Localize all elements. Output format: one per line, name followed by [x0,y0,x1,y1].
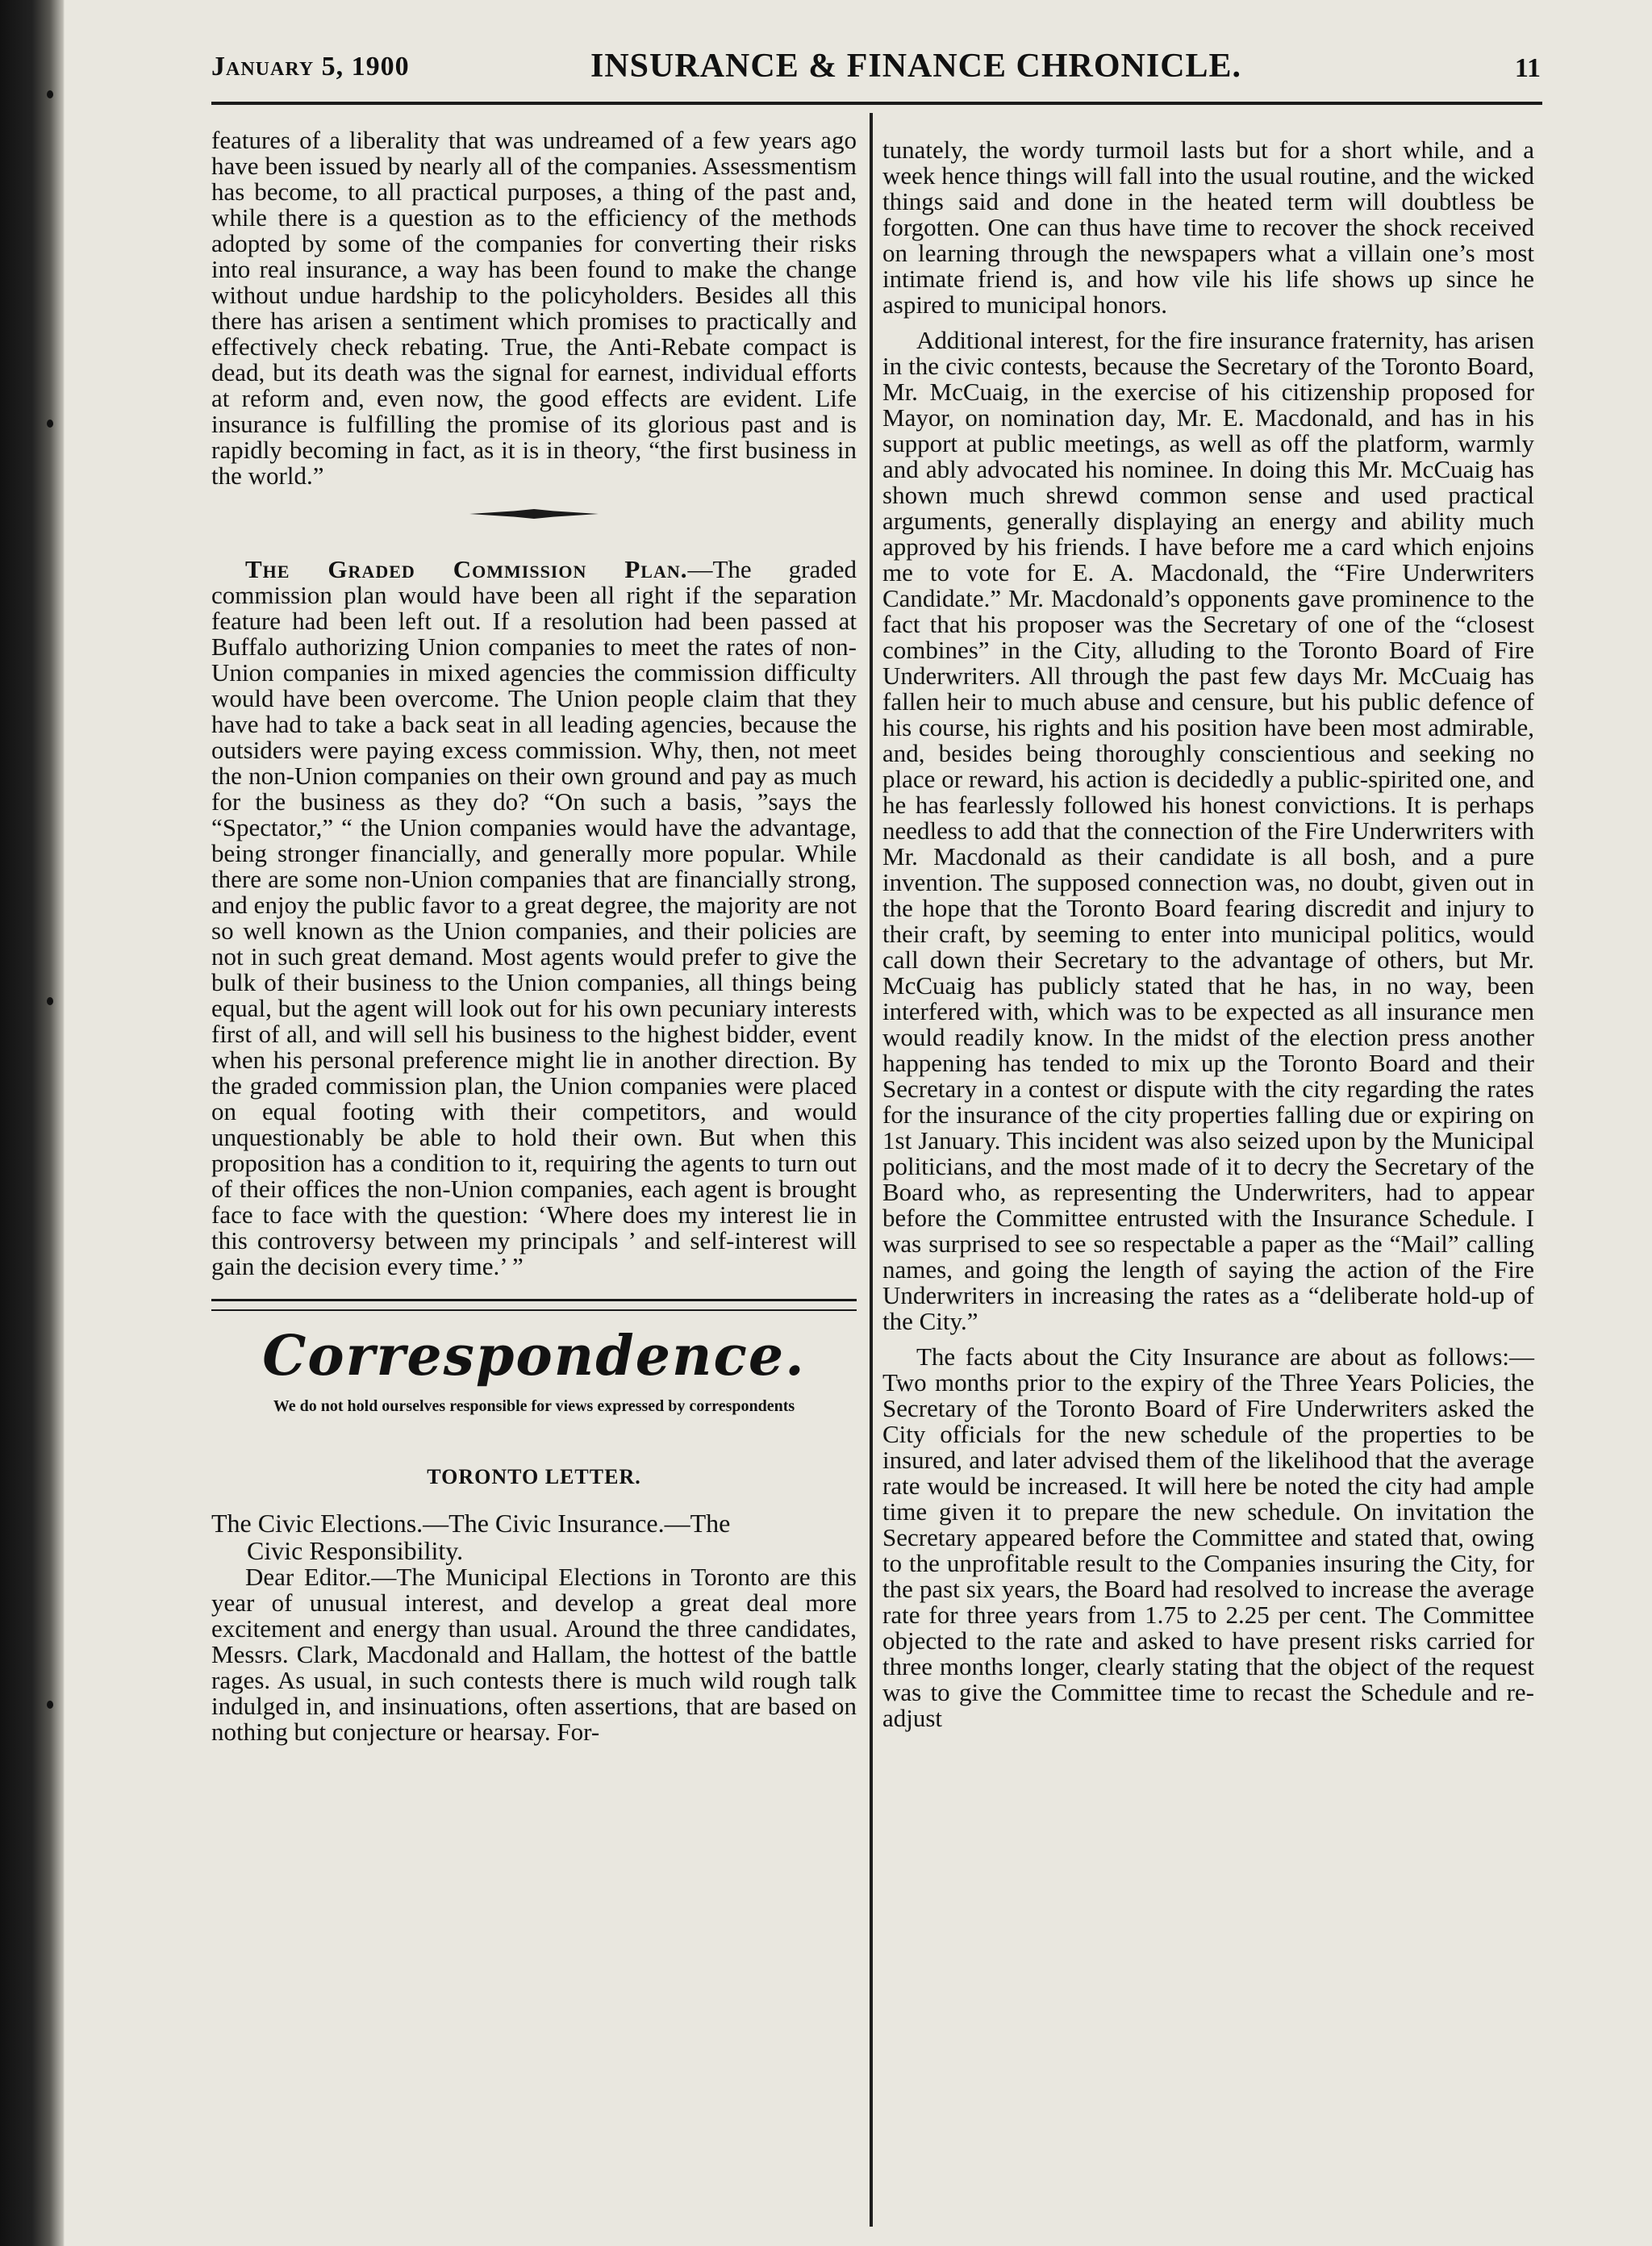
graded-commission-heading: The Graded Commission Plan. [245,555,688,583]
graded-commission-article [211,557,857,1280]
header-date: January 5, 1900 [211,52,410,81]
ornament-diamond-rule [469,509,599,519]
binding-hole [47,1701,53,1709]
page-binding-edge [0,0,65,2246]
section-double-rule [211,1299,857,1311]
toronto-letter-continued: tunately, the wordy turmoil lasts but for a short while, and a week hence things will fall into the usual routine, and the wicked things said and done in the heated term will doubtless be forgotten. One can thus have time to recover the shock received on learning through the newspapers what a villain one’s most intimate friend is, and how vile his life shows up since he aspired to municipal honors. [882,136,1534,319]
page-header [211,47,1541,95]
fire-insurance-paragraph: Additional interest, for the fire insurance fraternity, has arisen in the civic contests, because the Secretary of the Toronto Board, Mr. McCuaig, in the exercise of his citizenship proposed for Mayor, on nomination day, Mr. E. Macdonald, and has in his support at public meetings, as well as off the platform, warmly and ably advocated his nominee. In doing this Mr. McCuaig has shown much shrewd common sense and used practical arguments, generally displaying an energy and ability much approved by his friends. I have before me a card which enjoins me to vote for E. A. Macdonald, the “Fire Underwriters Candidate.” Mr. Macdonald’s opponents gave prominence to the fact that his proposer was the Secretary of one of the “closest combines” in the City, alluding to the Toronto Board of Fire Underwriters. All through the past few days Mr. McCuaig has fallen heir to much abuse and censure, but his public defence of his course, his rights and his position have been most admirable, and, besides being thoroughly conscientious and seeking no place or reward, his action is decidedly a public-spirited one, and he has fearlessly followed his honest convictions. It is perhaps needless to add that the connection of the Fire Underwriters with Mr. Macdonald as their candidate is all bosh, and a pure invention. The supposed connection was, no doubt, given out in the hope that the Toronto Board fearing discredit and injury to their craft, by seeming to enter into municipal politics, would call down their Secretary to the advantage of others, but Mr. McCuaig has publicly stated that he has, in no way, been interfered with, which was to be expected as all insurance men would readily know. In the midst of the election press another happening has tended to mix up the Toronto Board and their Secretary in a contest or dispute with the city regarding the rates for the insurance of the city properties falling due or expiring on 1st January. This incident was also seized upon by the Municipal politicians, and the most made of it to decry the Secretary of the Board who, as representing the Underwriters, had to appear before the Committee entrusted with the Insurance Schedule. I was surprised to see so respectable a paper as the “Mail” calling names, and going the length of saying the action of the Fire Underwriters in increasing the rates as a “deliberate hold-up of the City.” [882,326,1534,1335]
subheading-line-2: Civic Responsibility. [247,1536,464,1565]
binding-hole [47,90,53,98]
binding-hole [47,997,53,1005]
publication-title: INSURANCE & FINANCE CHRONICLE. [590,48,1242,85]
header-rule [211,102,1542,105]
graded-commission-body: —The graded commission plan would have been all right if the separation feature had been left out. If a resolution had been passed at Buffalo authorizing Union companies to meet the rates of non-Union companies in mixed agencies the commission difficulty would have been overcome. The Union people claim that they have had to take a back seat in all leading agencies, because the outsiders were paying excess commission. Why, then, not meet the non-Union companies on their own ground and pay as much for the business as they do? “On such a basis, ”says the “Spectator,” “ the Union companies would have the advantage, being stronger financially, and generally more popular. While there are some non-Union companies that are financially strong, and enjoy the public favor to a great degree, the majority are not so well known as the Union companies, and their policies are not in such great demand. Most agents would prefer to give the bulk of their business to the Union companies, all things being equal, but the agent will look out for his own pecuniary interests first of all, and will sell his business to the highest bidder, event when his personal preference might lie in another direction. By the graded commission plan, the Union companies were placed on equal footing with their competitors, and would unquestionably be able to hold their own. But when this proposition has a condition to it, requiring the agents to turn out of their offices the non-Union companies, each agent is brought face to face with the question: ‘Where does my interest lie in this controversy between my principals ’ and self-interest will gain the decision every time.’ ” [211,555,857,1280]
correspondence-heading: Correspondence. [262,1324,806,1388]
column-divider [870,113,873,2227]
subheading-line-1: The Civic Elections.—The Civic Insurance.—The [211,1509,731,1538]
binding-hole [47,420,53,428]
city-insurance-paragraph: The facts about the City Insurance are about as follows:—Two months prior to the expiry of the Three Years Policies, the Secretary of the Toronto Board of Fire Underwriters asked the City officials for the new schedule of the properties to be insured, and later advised them of the likelihood that the average rate would be increased. It will here be noted the city had ample time given it to prepare the new schedule. On invitation the Secretary appeared before the Committee and stated that, owing to the unprofitable result to the Companies insuring the City, for the past six years, the Board had resolved to increase the average rate for three years from 1.75 to 2.25 per cent. The Committee objected to the rate and asked to have present risks carried for three months longer, clearly stating that the object of the request was to give the Committee time to recast the Schedule and re-adjust [882,1342,1534,1732]
life-insurance-paragraph: features of a liberality that was undreamed of a few years ago have been issued by nearly all of the companies. Assessmentism has become, to all practical purposes, a thing of the past and, while there is a question as to the efficiency of the methods adopted by some of the companies for converting their risks into real insurance, a way has been found to make the change without undue hardship to the policyholders. Besides all this there has arisen a sentiment which promises to practically and effectively check rebating. True, the Anti-Rebate compact is dead, but its death was the signal for earnest, individual efforts at reform and, even now, the good effects are evident. Life insurance is fulfilling the promise of its glorious past and is rapidly becoming in fact, as it is in theory, “the first business in the world.” [211,126,857,490]
correspondence-disclaimer: We do not hold ourselves responsible for views expressed by correspondents [273,1397,795,1415]
toronto-letter-heading: TORONTO LETTER. [427,1465,641,1488]
left-column [211,127,857,1745]
right-column [882,137,1534,1731]
page-number: 11 [1514,53,1541,83]
section-ornament [211,495,857,532]
toronto-letter-opening: Dear Editor.—The Municipal Elections in Toronto are this year of unusual interest, and develop a great deal more excitement and energy than usual. Around the three candidates, Messrs. Clark, Macdonald and Hallam, the hottest of the battle rages. As usual, in such contests there is much wild rough talk indulged in, and insinuations, often assertions, that are based on nothing but conjecture or hearsay. For- [211,1563,857,1746]
toronto-letter-subheading [211,1509,857,1564]
